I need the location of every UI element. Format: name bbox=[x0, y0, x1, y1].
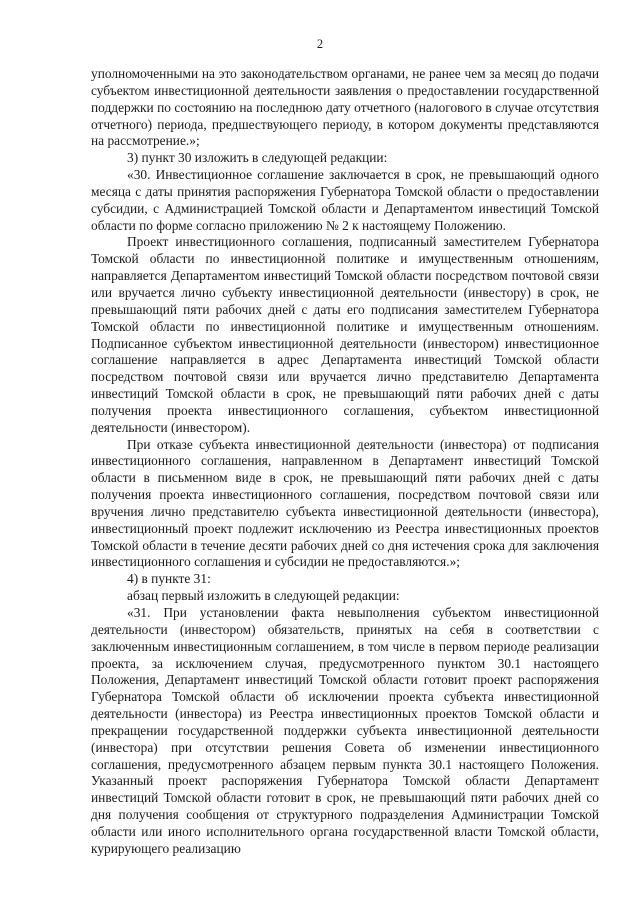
paragraph: При отказе субъекта инвестиционной деятельности (инвестора) от подписания инвестиционного соглашения, направленном в Департамент инвестиций Томской области в письменном виде в срок, не превышающий пяти рабочих дней с даты получения проекта инвестиционного соглашения, посредством почтовой связи или вручения лично представителю субъекта инвестиционной деятельности (инвестора), инвестиционный проект подлежит исключению из Реестра инвестиционных проектов Томской области в течение десяти рабочих дней со дня истечения срока для заключения инвестиционного соглашения и субсидии не предоставляются.»; bbox=[91, 436, 599, 570]
paragraph: «30. Инвестиционное соглашение заключается в срок, не превышающий одного месяца с даты принятия распоряжения Губернатора Томской области о предоставлении субсидии, с Администрацией Томской области и Департаментом инвестиций Томской области по форме согласно приложению № 2 к настоящему Положению. bbox=[91, 167, 599, 233]
paragraph: уполномоченными на это законодательством органами, не ранее чем за месяц до подачи субъектом инвестиционной деятельности заявления о предоставлении государственной поддержки по состоянию на последнюю дату отчетного (налогового в случае отсутствия отчетного) периода, предшествующего периоду, в котором документы представляются на рассмотрение.»; bbox=[91, 66, 599, 149]
paragraph: «31. При установлении факта невыполнения субъектом инвестиционной деятельности (инвестором) обязательств, принятых на себя в соответствии с заключенным инвестиционным соглашением, в том числе в первом периоде реализации проекта, за исключением случая, предусмотренного пунктом 30.1 настоящего Положения, Департамент инвестиций Томской области готовит проект распоряжения Губернатора Томской области об исключении проекта субъекта инвестиционной деятельности (инвестора) из Реестра инвестиционных проектов Томской области и прекращении государственной поддержки субъекта инвестиционной деятельности (инвестора) при отсутствии решения Совета об изменении инвестиционного соглашения, предусмотренного абзацем первым пункта 30.1 настоящего Положения. Указанный проект распоряжения Губернатора Томской области Департамент инвестиций Томской области готовит в срок, не превышающий пяти рабочих дней со дня получения сообщения от структурного подразделения Администрации Томской области или иного исполнительного органа государственной власти Томской области, курирующего реализацию bbox=[91, 605, 599, 856]
paragraph: Проект инвестиционного соглашения, подписанный заместителем Губернатора Томской области по инвестиционной политике и имущественным отношениям, направляется Департаментом инвестиций Томской области посредством почтовой связи или вручается лично субъекту инвестиционной деятельности (инвестору) в срок, не превышающий пяти рабочих дней с даты его подписания заместителем Губернатора Томской области по инвестиционной политике и имущественным отношениям. Подписанное субъектом инвестиционной деятельности (инвестором) инвестиционное соглашение направляется в адрес Департамента инвестиций Томской области посредством почтовой связи или вручается лично представителю Департамента инвестиций Томской области в срок, не превышающий пяти рабочих дней с даты получения проекта инвестиционного соглашения, субъектом инвестиционной деятельности (инвестором). bbox=[91, 234, 599, 435]
paragraph: 3) пункт 30 изложить в следующей редакции: bbox=[127, 150, 388, 166]
paragraph: абзац первый изложить в следующей редакции: bbox=[127, 588, 400, 604]
paragraph: 4) в пункте 31: bbox=[127, 571, 211, 587]
page-number: 2 bbox=[316, 37, 324, 51]
document-body bbox=[91, 66, 599, 858]
